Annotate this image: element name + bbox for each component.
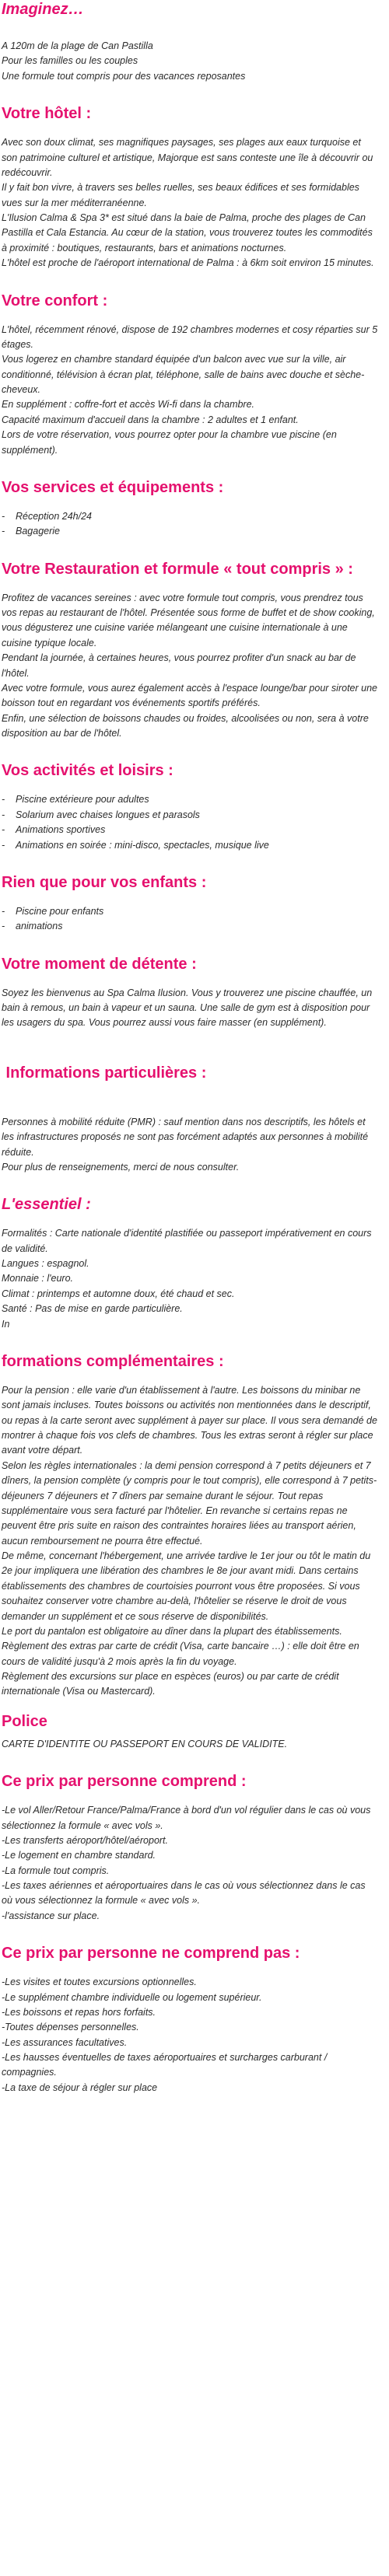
enfants-heading: Rien que pour vos enfants :: [2, 873, 207, 891]
formalites-paragraph: Pour la pension : elle varie d'un établissement à l'autre. Les boissons du minibar ne sont jamais incluses. Toutes boissons ou activités non mentionnées dans le descriptif, ou repas à la carte seront avec supplément à payer sur place. Il vous sera demandé de montrer à chaque fois vos clefs de chambres. Tous les extras seront à régler sur place avant votre départ.: [2, 1384, 377, 1456]
list-item: - Piscine pour enfants: [2, 904, 378, 919]
intro-line: Pour les familles ou les couples: [2, 55, 138, 67]
enfants-list: [2, 904, 378, 935]
essentiel-line: Climat : printemps et automne doux, été chaud et sec.: [2, 1288, 235, 1299]
confort-heading: Votre confort :: [2, 292, 108, 309]
hotel-heading: Votre hôtel :: [2, 105, 92, 123]
comprend-line: -Les transferts aéroport/hôtel/aéroport.: [2, 1834, 169, 1846]
infos-paragraph: Personnes à mobilité réduite (PMR) : sauf mention dans nos descriptifs, les hôtels et les infrastructures proposés ne sont pas forcément adaptés aux personnes à mobilité réduite.: [2, 1116, 369, 1158]
list-item: - Réception 24h/24: [2, 509, 378, 524]
comprend-line: -l'assistance sur place.: [2, 1910, 100, 1921]
restauration-heading: Votre Restauration et formule « tout compris » :: [2, 560, 353, 578]
list-item: - Bagagerie: [2, 524, 378, 539]
intro-block: [2, 39, 378, 84]
police-text: CARTE D'IDENTITE OU PASSEPORT EN COURS DE VALIDITE.: [2, 1738, 288, 1749]
intro-line: Une formule tout compris pour des vacances reposantes: [2, 70, 246, 82]
formalites-heading: formations complémentaires :: [2, 1352, 224, 1370]
restauration-paragraph: Enfin, une sélection de boissons chaudes ou froides, alcoolisées ou non, sera à votre disposition au bar de l'hôtel.: [2, 712, 369, 739]
hotel-block: [2, 135, 378, 271]
confort-paragraph: Lors de votre réservation, vous pourrez opter pour la chambre vue piscine (en supplément).: [2, 429, 337, 456]
essentiel-heading: L'essentiel :: [2, 1196, 91, 1214]
activites-heading: Vos activités et loisirs :: [2, 762, 173, 780]
essentiel-line: Monnaie : l'euro.: [2, 1273, 74, 1285]
formalites-paragraph: Règlement des excursions sur place en espèces (euros) ou par carte de crédit internationale (Visa ou Mastercard).: [2, 1671, 339, 1697]
confort-paragraph: L'hôtel, récemment rénové, dispose de 192 chambres modernes et cosy réparties sur 5 étages.: [2, 323, 378, 350]
intro-line: A 120m de la plage de Can Pastilla: [2, 40, 153, 51]
comprend-line: -La formule tout compris.: [2, 1865, 110, 1876]
essentiel-line: In: [2, 1318, 10, 1330]
confort-paragraph: Vous logerez en chambre standard équipée d'un balcon avec vue sur la ville, air conditionné, télévision à écran plat, téléphone, salle de bains avec douche et sèche-cheveux.: [2, 354, 365, 395]
restauration-paragraph: Profitez de vacances sereines : avec votre formule tout compris, vous prendrez tous vos repas au restaurant de l'hôtel. Présentée sous forme de buffet et de show cooking, vous dégusterez une cuisine variée mélangeant une cuisine internationale à une cuisine typique locale.: [2, 592, 375, 648]
essentiel-block: [2, 1226, 378, 1332]
services-heading: Vos services et équipements :: [2, 478, 224, 496]
hotel-paragraph: Avec son doux climat, ses magnifiques paysages, ses plages aux eaux turquoise et son patrimoine culturel et artistique, Majorque est sans conteste une île à découvrir ou redécouvrir.: [2, 137, 373, 178]
comprend-line: -Le logement en chambre standard.: [2, 1850, 156, 1861]
restauration-paragraph: Avec votre formule, vous aurez également accès à l'espace lounge/bar pour siroter une boisson tout en regardant vos événements sportifs préférés.: [2, 682, 377, 709]
detente-heading: Votre moment de détente :: [2, 955, 197, 973]
comprend-line: -Le vol Aller/Retour France/Palma/France à bord d'un vol régulier dans le cas où vous sélectionnez la formule « avec vols ».: [2, 1805, 371, 1831]
hotel-paragraph: L'hôtel est proche de l'aéroport international de Palma : à 6km soit environ 15 minutes.: [2, 257, 374, 269]
infos-paragraph: Pour plus de renseignements, merci de nous consulter.: [2, 1161, 240, 1173]
infos-heading: Informations particulières :: [2, 1064, 207, 1082]
list-item: - Solarium avec chaises longues et parasols: [2, 808, 378, 823]
ne-comprend-heading: Ce prix par personne ne comprend pas :: [2, 1945, 300, 1963]
ne-comprend-line: -Les assurances facultatives.: [2, 2036, 128, 2048]
detente-block: [2, 986, 378, 1031]
restauration-paragraph: Pendant la journée, à certaines heures, vous pourrez profiter d'un snack au bar de l'hôtel.: [2, 652, 356, 679]
essentiel-line: Santé : Pas de mise en garde particulière.: [2, 1303, 183, 1315]
ne-comprend-line: -Les visites et toutes excursions optionnelles.: [2, 1977, 197, 1988]
confort-paragraph: Capacité maximum d'accueil dans la chambre : 2 adultes et 1 enfant.: [2, 414, 299, 425]
ne-comprend-line: -Le supplément chambre individuelle ou logement supérieur.: [2, 1991, 262, 2003]
activites-list: [2, 792, 378, 853]
comprend-line: -Les taxes aériennes et aéroportuaires dans le cas où vous sélectionnez dans le cas où vous sélectionnez la formule « avec vols ».: [2, 1880, 366, 1907]
infos-block: [2, 1115, 378, 1176]
list-item: - Animations en soirée : mini-disco, spectacles, musique live: [2, 838, 378, 853]
hotel-paragraph: Il y fait bon vivre, à travers ses belles ruelles, ses beaux édifices et ses formidables vues sur la mer méditerranéenne.: [2, 182, 359, 208]
ne-comprend-line: -La taxe de séjour à régler sur place: [2, 2081, 158, 2093]
intro-heading: Imaginez…: [2, 1, 84, 18]
hotel-paragraph: L'Ilusion Calma & Spa 3* est situé dans la baie de Palma, proche des plages de Can Pastilla et Cala Estancia. Au cœur de la station, vous trouverez toutes les commodités à proximité : boutiques, restaurants, bars et animations nocturnes.: [2, 212, 373, 253]
formalites-paragraph: Selon les règles internationales : la demi pension correspond à 7 petits déjeuners et 7 dîners, la pension complète (y compris pour le tout compris), elle correspond à 7 petits-déjeuners 7 déjeuners et 7 dîners par semaine durant le séjour. Tout repas supplémentaire vous sera facturé par l'hôtelier. En revanche si certains repas ne peuvent être pris suite en raison des contraintes horaires liées au transport aérien, aucun remboursement ne pourra être effectué.: [2, 1459, 377, 1547]
ne-comprend-line: -Les hausses éventuelles de taxes aéroportuaires et surcharges carburant / compagnies.: [2, 2052, 328, 2078]
services-list: [2, 509, 378, 540]
comprend-heading: Ce prix par personne comprend :: [2, 1773, 247, 1791]
ne-comprend-line: -Toutes dépenses personnelles.: [2, 2022, 139, 2033]
list-item: - Animations sportives: [2, 823, 378, 837]
detente-paragraph: Soyez les bienvenus au Spa Calma Ilusion. Vous y trouverez une piscine chauffée, un bain à remous, un bain à vapeur et un sauna. Une salle de gym est à disposition pour les usagers du spa. Vous pourrez aussi vous faire masser (en supplément).: [2, 987, 373, 1029]
list-item: - animations: [2, 919, 378, 934]
essentiel-line: Langues : espagnol.: [2, 1258, 89, 1269]
ne-comprend-line: -Les boissons et repas hors forfaits.: [2, 2006, 156, 2018]
restauration-block: [2, 591, 378, 742]
list-item: - Piscine extérieure pour adultes: [2, 792, 378, 807]
police-heading: Police: [2, 1712, 47, 1730]
formalites-paragraph: Règlement des extras par carte de crédit (Visa, carte bancaire …) : elle doit être en cours de validité jusqu'à 2 mois après la fin du voyage.: [2, 1641, 359, 1667]
formalites-block: [2, 1383, 378, 1700]
ne-comprend-block: [2, 1975, 378, 2095]
confort-block: [2, 323, 378, 458]
comprend-block: [2, 1803, 378, 1924]
formalites-paragraph: Le port du pantalon est obligatoire au dîner dans la plupart des établissements.: [2, 1625, 342, 1637]
formalites-paragraph: De même, concernant l'hébergement, une arrivée tardive le 1er jour ou tôt le matin du 2e jour impliquera une libération des chambres le 8e jour avant midi. Dans certains établissements des chambres de courtoisies pourront vous être proposées. Si vous souhaitez conserver votre chambre au-delà, l'hôtelier se réserve le droit de vous demander un supplément et ce sous réserve de disponibilités.: [2, 1550, 371, 1622]
essentiel-line: Formalités : Carte nationale d'identité plastifiée ou passeport impérativement en cours de validité.: [2, 1228, 372, 1254]
confort-paragraph: En supplément : coffre-fort et accès Wi-fi dans la chambre.: [2, 399, 255, 411]
